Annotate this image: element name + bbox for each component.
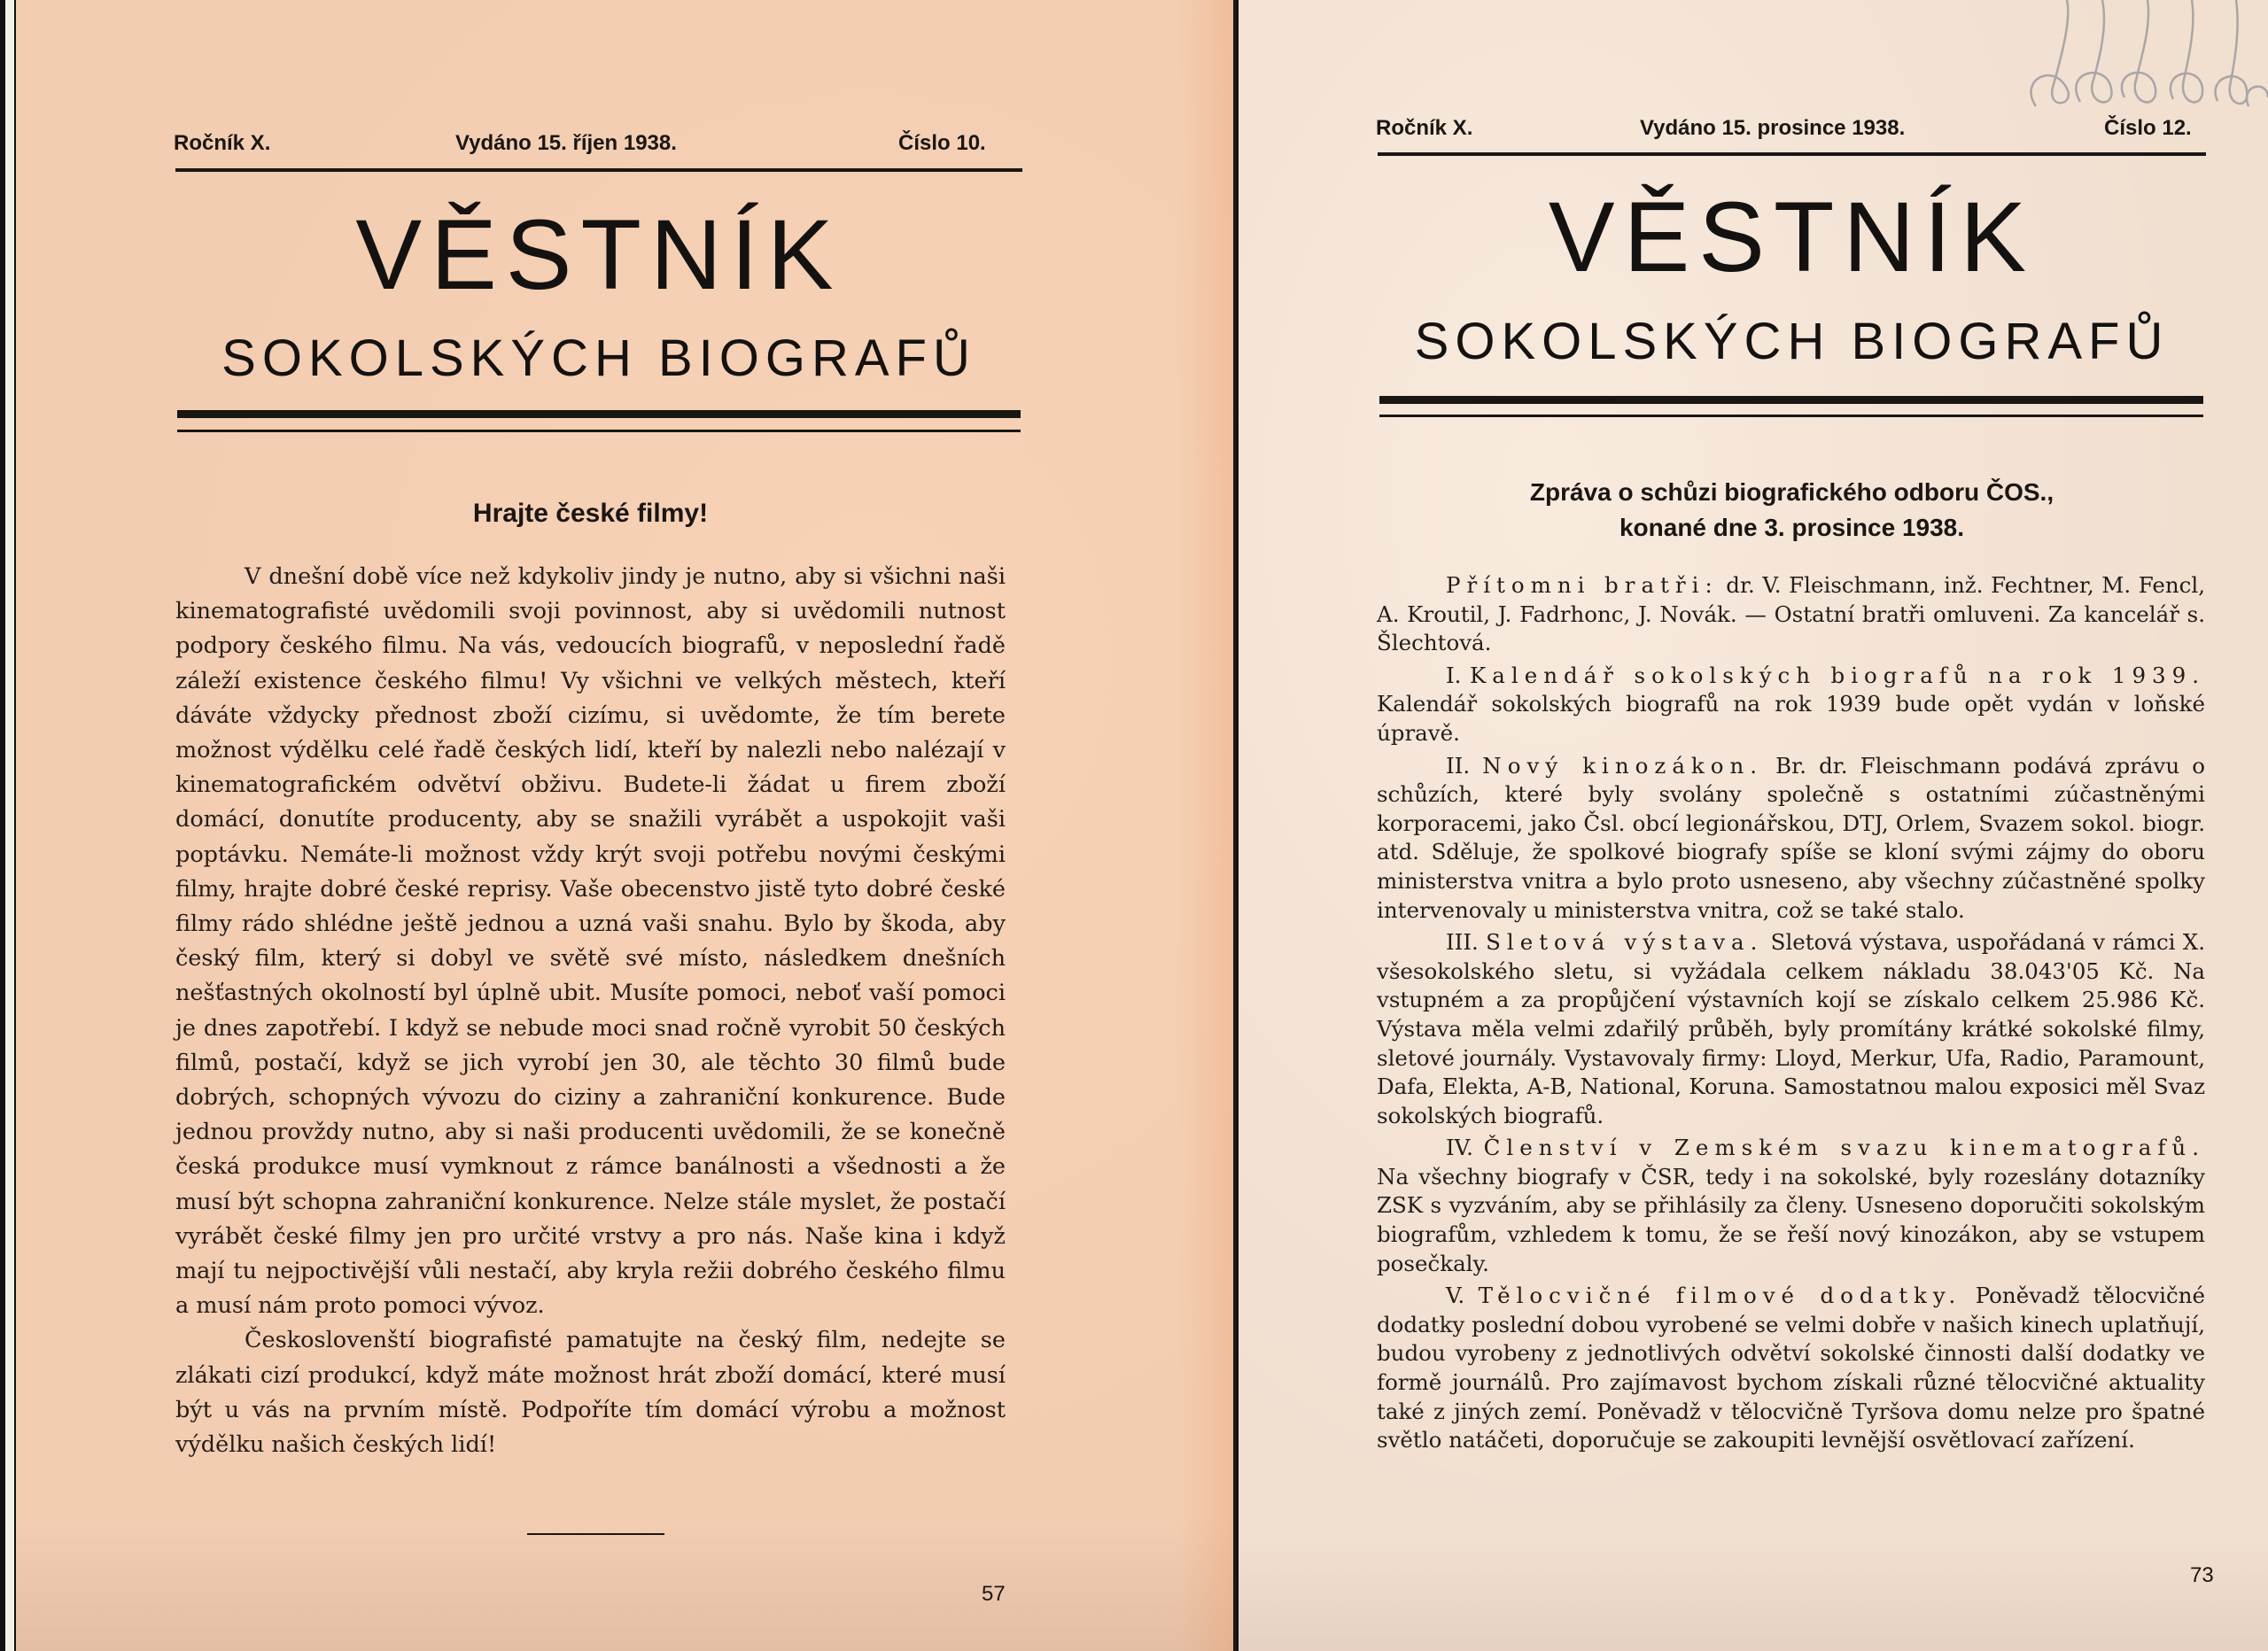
report-section [1377, 662, 2205, 748]
pencil-scribble [2018, 0, 2268, 115]
article-heading [1378, 475, 2206, 546]
header-rule [175, 168, 1022, 172]
article-heading-line: Zpráva o schůzi biografického odboru ČOS., [1529, 478, 2054, 506]
masthead-subtitle: SOKOLSKÝCH BIOGRAFŮ [221, 329, 976, 387]
masthead-title: VĚSTNÍK [1548, 182, 2036, 292]
section-numeral: II. [1446, 752, 1471, 779]
section-lead: Sletová výstava. [1486, 929, 1764, 956]
section-numeral: IV. [1446, 1135, 1473, 1161]
article-body [175, 560, 1006, 1462]
page-number: 57 [982, 1582, 1006, 1606]
section-numeral: V. [1446, 1283, 1465, 1309]
article-paragraph: Českoslovenští biografisté pamatujte na český film, nedejte se zlákati cizí produkcí, když máte možnost hrát zboží domácí, které musí být u vás na prvním místě. Podpoříte tím domácí výrobu a možnost výdělku našich českých lidí! [175, 1327, 1006, 1459]
closing-rule [527, 1533, 664, 1535]
issue-number: Číslo 12. [2104, 116, 2192, 140]
scan-edge [5, 0, 14, 1651]
article-heading: Hrajte české filmy! [472, 499, 709, 528]
gutter-shadow [1178, 0, 1233, 1651]
masthead-thick-rule [1379, 396, 2203, 404]
section-text: dr. V. Fleischmann, inž. Fechtner, M. Fencl, A. Kroutil, J. Fadrhonc, J. Novák. — Ostatní bratři omluveni. Za kancelář s. Šlechtová. [1377, 572, 2205, 656]
section-text: Sletová výstava, uspořádaná v rámci X. všesokolského sletu, si vyžádala celkem nákladu 38.043'05 Kč. Na vstupném a za propůjčení výstavních kojí se získalo celkem 25.986 Kč. Výstava měla velmi zdařilý průběh, byly promítány krátké sokolské filmy, sletové journály. Vystavovaly firmy: Lloyd, Merkur, Ufa, Radio, Paramount, Dafa, Elekta, A-B, National, Koruna. Samostatnou malou exposici měl Svaz sokolských biografů. [1377, 929, 2205, 1128]
masthead-title: VĚSTNÍK [355, 199, 843, 310]
section-text: Na všechny biografy v ČSR, tedy i na sokolské, byly rozeslány dotazníky ZSK s vyzváním, aby se přihlásily za členy. Usneseno doporučiti sokolským biografům, vzhledem k tomu, že se řeší nový kinozákon, aby se vstupem posečkaly. [1377, 1163, 2205, 1276]
left-page [16, 0, 1236, 1651]
section-text: Kalendář sokolských biografů na rok 1939 bude opět vydán v loňské úpravě. [1377, 691, 2205, 746]
section-text: Poněvadž tělocvičné dodatky poslední dobou vyrobené se velmi dobře v našich kinech uplatňují, budou vyrobeny z jednotlivých odvětví sokolské činnosti další dodatky ve formě journálů. Pro zajímavost bychom získali různé tělocvičné aktuality také z jiných zemí. Poněvadž v tělocvičně Tyršova domu nelze pro špatné světlo natáčeti, doporučuje se zakoupiti levnější osvětlovací zařízení. [1377, 1283, 2205, 1453]
volume-label: Ročník X. [1376, 116, 1473, 140]
right-page [1239, 0, 2268, 1651]
report-section [1377, 1282, 2205, 1455]
masthead-thick-rule [177, 410, 1021, 418]
page-number: 73 [2190, 1563, 2214, 1587]
volume-label: Ročník X. [174, 131, 271, 155]
report-attendance [1377, 571, 2205, 658]
issue-date: Vydáno 15. prosince 1938. [1640, 116, 1906, 140]
binding-gutter [1233, 0, 1237, 1651]
section-text: Br. dr. Fleischmann podává zprávu o schůzích, které byly svolány společně s ostatními zúčastněnými korporacemi, jako Čsl. obcí legionářskou, DTJ, Orlem, Svazem sokol. biogr. atd. Sděluje, že spolkové biografy spíše se kloní svými zájmy do oboru ministerstva vnitra a bylo proto usneseno, aby všechny zúčastněné spolky intervenovaly u ministerstva vnitra, což se také stalo. [1377, 752, 2205, 923]
report-section [1377, 1134, 2205, 1278]
article-paragraph: V dnešní době více než kdykoliv jindy je nutno, aby si všichni naši kinematografisté uvědomili svoji povinnost, aby si uvědomili nutnost podpory českého filmu. Na vás, vedoucích biografů, v neposlední řadě záleží existence českého filmu! Vy všichni ve velkých městech, kteří dáváte vždycky přednost zboží cizímu, si uvědomte, že tím berete možnost výdělku celé řadě českých lidí, kteří by nalezli nebo nalézají v kinematografickém odvětví obživu. Budete-li žádat u firem zboží domácí, donutíte producenty, aby se snažili vyrábět a uspokojit vaši poptávku. Nemáte-li možnost vždy krýt svoji potřebu novými českými filmy, hrajte dobré české reprisy. Vaše obecenstvo jistě tyto dobré české filmy rádo shlédne ještě jednou a uzná vaši snahu. Bylo by škoda, aby český film, který si dobyl ve světě své místo, následkem dnešních nešťastných okolností byl úplně ubit. Musíte pomoci, neboť vaší pomoci je dnes zapotřebí. I když se nebude moci snad ročně vyrobit 50 českých filmů, postačí, když se jich vyrobí jen 30, ale těchto 30 filmů bude dobrých, schopných vývozu do ciziny a zahraniční konkurence. Bude jednou provždy nutno, aby si naši producenti uvědomili, že se konečně česká produkce musí vymknout z rámce banálnosti a všednosti a že musí být schopna zahraniční konkurence. Nelze stále myslet, že postačí vyrábět české filmy jen pro určité vrstvy a pro nás. Naše kina i když mají tu nejpoctivější vůli nestačí, aby kryla režii dobrého českého filmu a musí nám proto pomoci vývoz. [175, 563, 1006, 1320]
masthead-subtitle: SOKOLSKÝCH BIOGRAFŮ [1414, 313, 2170, 370]
section-lead: Členství v Zemském svazu kinematografů. [1483, 1135, 2205, 1161]
report-body [1377, 571, 2205, 1459]
masthead-thin-rule [1379, 415, 2203, 417]
article-heading-line: konané dne 3. prosince 1938. [1619, 514, 1965, 541]
section-numeral: I. [1446, 662, 1462, 688]
report-section [1377, 928, 2205, 1130]
header-rule [1378, 152, 2206, 156]
issue-number: Číslo 10. [898, 131, 986, 155]
section-lead: Tělocvičné filmové dodatky. [1478, 1283, 1962, 1309]
masthead-thin-rule [177, 430, 1021, 432]
section-lead: Kalendář sokolských biografů na rok 1939. [1469, 662, 2205, 688]
section-lead: Nový kinozákon. [1482, 752, 1764, 779]
section-numeral: III. [1446, 929, 1479, 956]
report-section [1377, 752, 2205, 926]
section-lead: Přítomni bratři: [1446, 572, 1719, 598]
issue-date: Vydáno 15. říjen 1938. [455, 131, 677, 155]
